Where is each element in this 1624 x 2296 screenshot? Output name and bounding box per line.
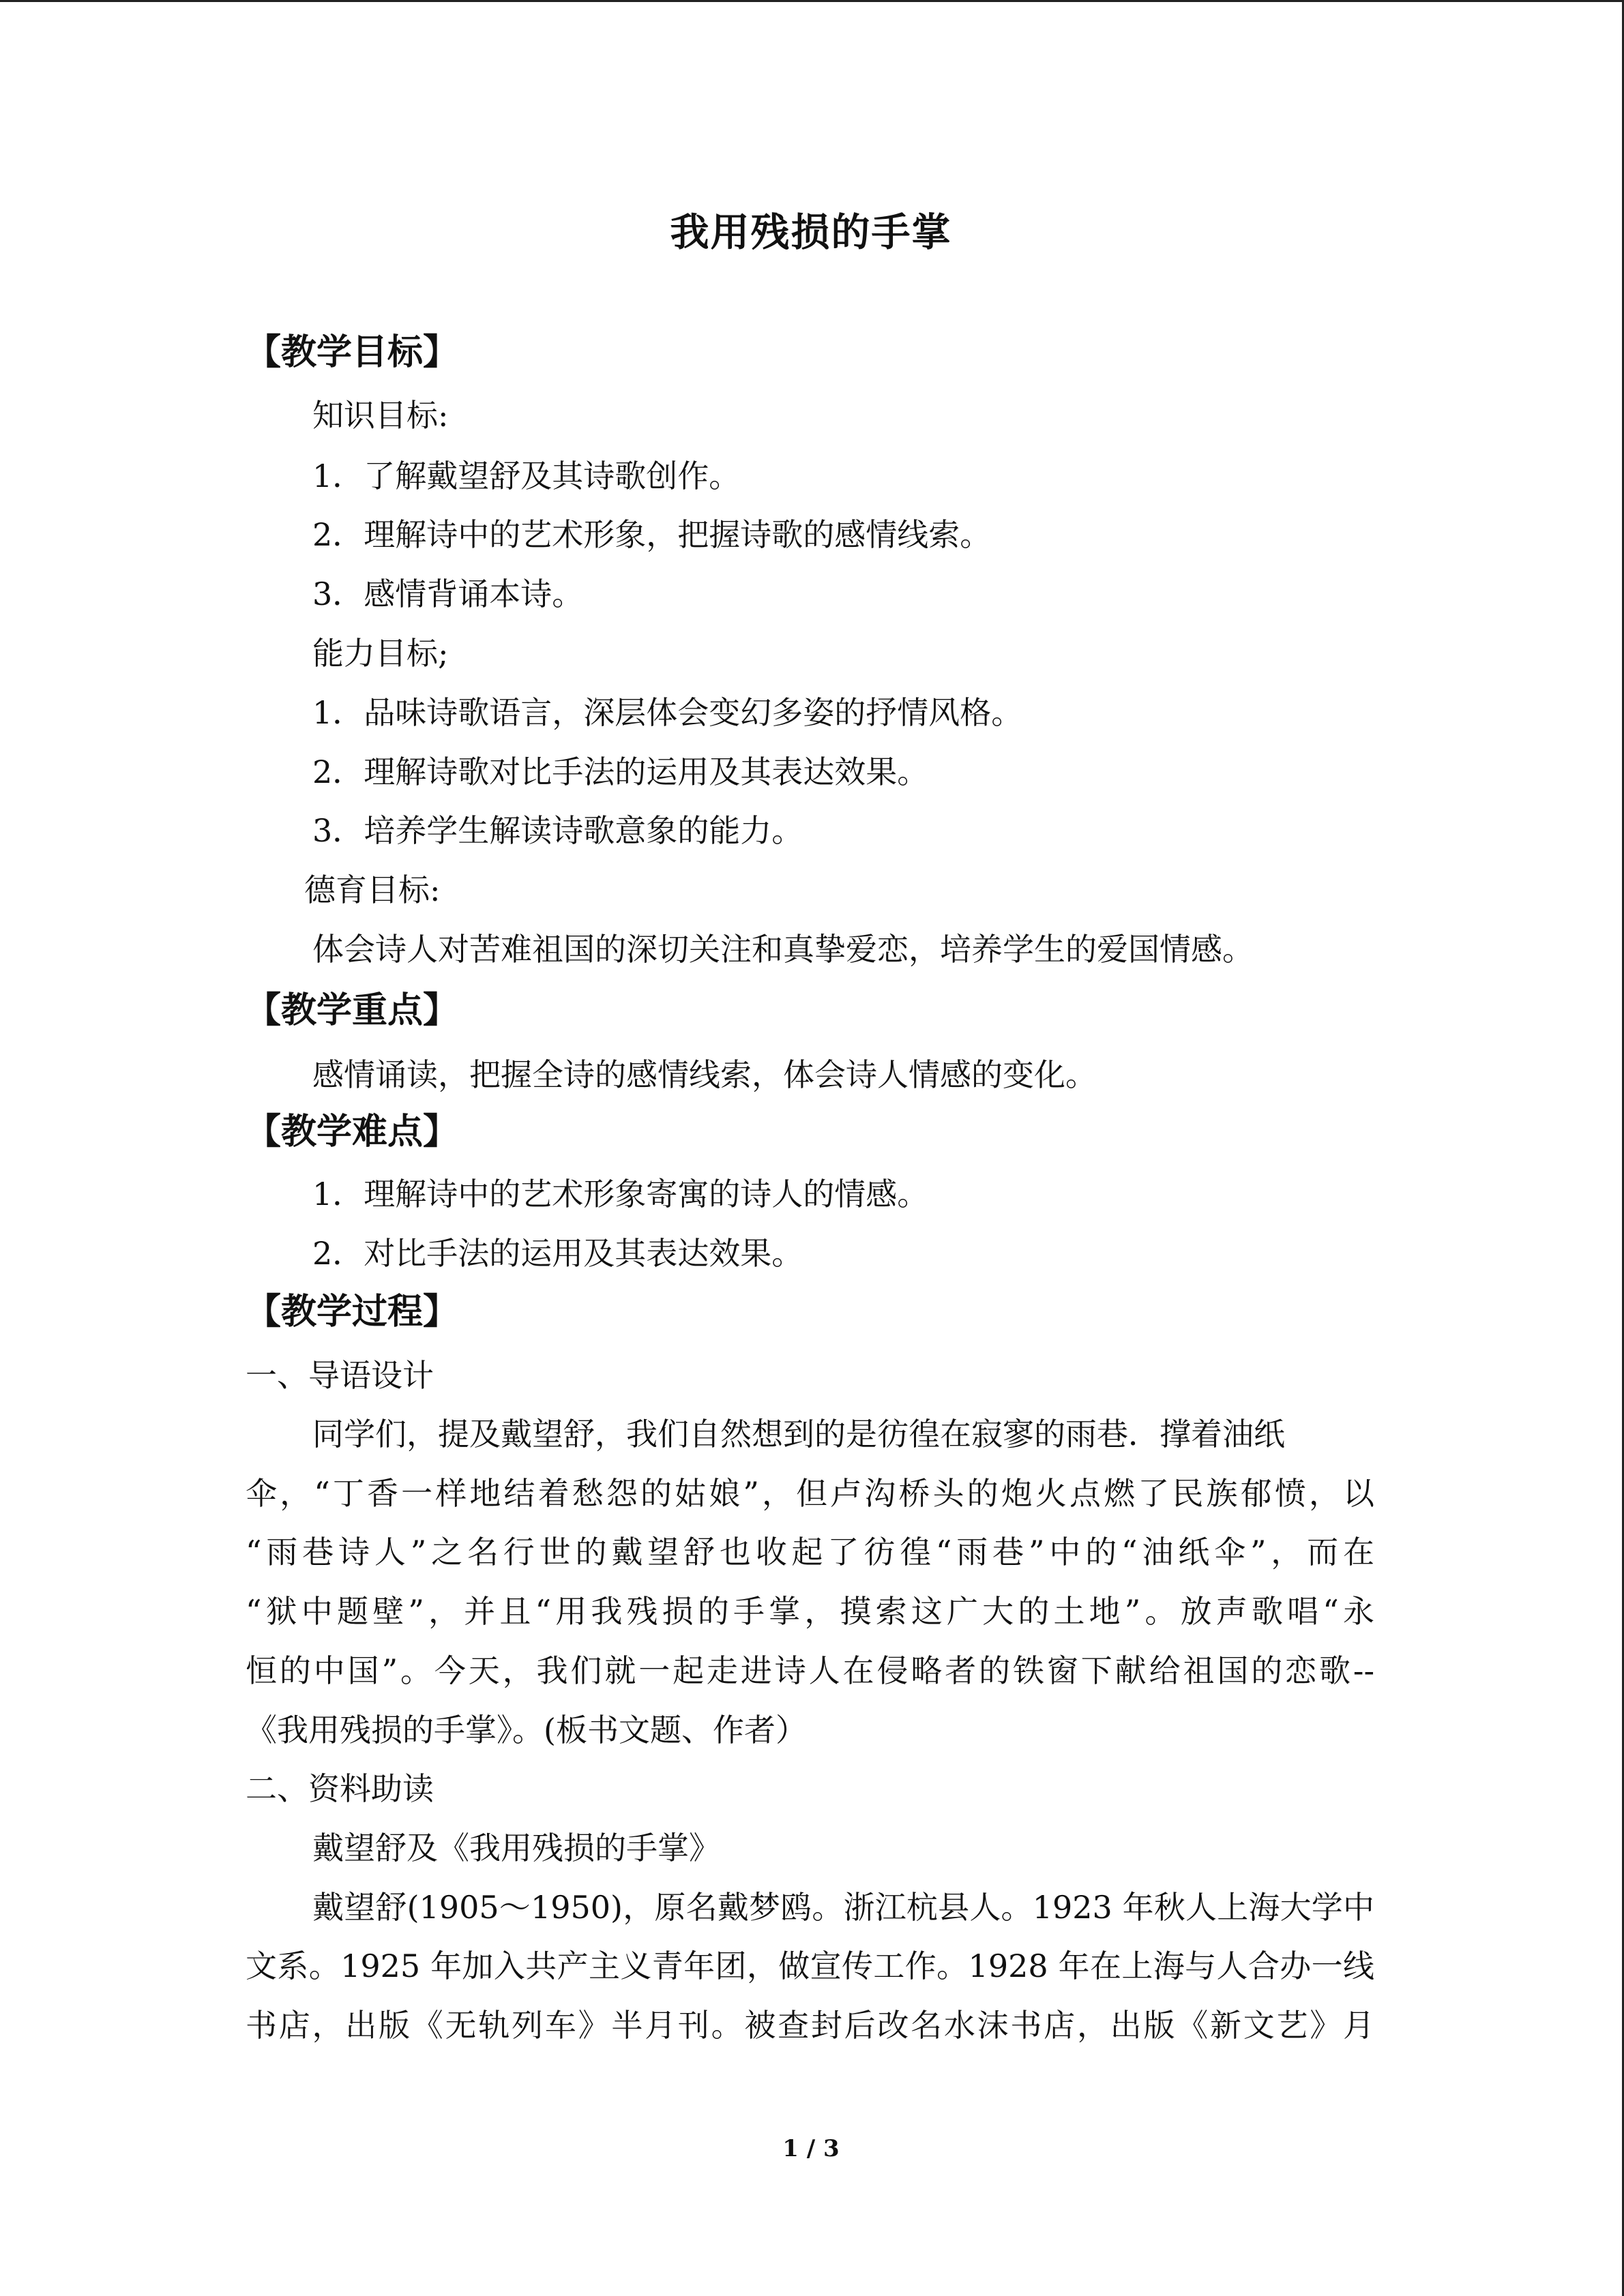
key-points-text: 感情诵读，把握全诗的感情线索，体会诗人情感的变化。 <box>312 1056 1097 1093</box>
knowledge-goals-label: 知识目标: <box>312 397 449 434</box>
paragraph-line: 书店，出版《无轨列车》半月刊。被查封后改名水沫书店，出版《新文艺》月 <box>246 2007 1374 2044</box>
knowledge-goal-item: 1．了解戴望舒及其诗歌创作。 <box>312 458 741 494</box>
difficulty-item: 1．理解诗中的艺术形象寄寓的诗人的情感。 <box>312 1176 929 1212</box>
knowledge-goal-item: 2．理解诗中的艺术形象，把握诗歌的感情线索。 <box>312 516 992 553</box>
ability-goal-item: 2．理解诗歌对比手法的运用及其表达效果。 <box>312 754 929 790</box>
paragraph-line: 戴望舒(1905～1950)，原名戴梦鸥。浙江杭县人。1923 年秋人上海大学中 <box>312 1889 1374 1926</box>
ability-goals-label: 能力目标; <box>312 635 449 672</box>
process-part-title: 一、导语设计 <box>246 1357 434 1394</box>
moral-goals-text: 体会诗人对苦难祖国的深切关注和真挚爱恋，培养学生的爱国情感。 <box>312 931 1254 968</box>
process-part-title: 二、资料助读 <box>246 1770 434 1807</box>
paragraph-line: 同学们，提及戴望舒，我们自然想到的是彷徨在寂寥的雨巷．撑着油纸 <box>312 1416 1285 1452</box>
paragraph-line: “狱中题壁”，并且“用我残损的手掌，摸索这广大的土地”。放声歌唱“永 <box>246 1593 1374 1630</box>
paragraph-line: 文系。1925 年加入共产主义青年团，做宣传工作。1928 年在上海与人合办一线 <box>246 1948 1374 1984</box>
paragraph-line: 《我用残损的手掌》。(板书文题、作者） <box>246 1712 807 1748</box>
page-indicator: 1 / 3 <box>782 2135 840 2162</box>
section-heading-key-points: 【教学重点】 <box>246 990 459 1031</box>
section-heading-goals: 【教学目标】 <box>246 332 459 373</box>
process-part-subtitle: 戴望舒及《我用残损的手掌》 <box>312 1830 720 1866</box>
section-heading-process: 【教学过程】 <box>246 1292 459 1332</box>
paragraph-line: 恒的中国”。今天，我们就一起走进诗人在侵略者的铁窗下献给祖国的恋歌-- <box>246 1652 1374 1689</box>
paragraph-line: 伞，“丁香一样地结着愁怨的姑娘”，但卢沟桥头的炮火点燃了民族郁愤，以 <box>246 1475 1374 1512</box>
difficulty-item: 2．对比手法的运用及其表达效果。 <box>312 1235 803 1272</box>
section-heading-difficulties: 【教学难点】 <box>246 1112 459 1152</box>
paragraph-line: “雨巷诗人”之名行世的戴望舒也收起了彷徨“雨巷”中的“油纸伞”，而在 <box>246 1534 1374 1570</box>
knowledge-goal-item: 3．感情背诵本诗。 <box>312 576 584 612</box>
moral-goals-label: 德育目标: <box>304 871 441 908</box>
ability-goal-item: 3．培养学生解读诗歌意象的能力。 <box>312 812 803 849</box>
ability-goal-item: 1．品味诗歌语言，深层体会变幻多姿的抒情风格。 <box>312 694 1023 731</box>
document-title: 我用残损的手掌 <box>670 210 952 255</box>
